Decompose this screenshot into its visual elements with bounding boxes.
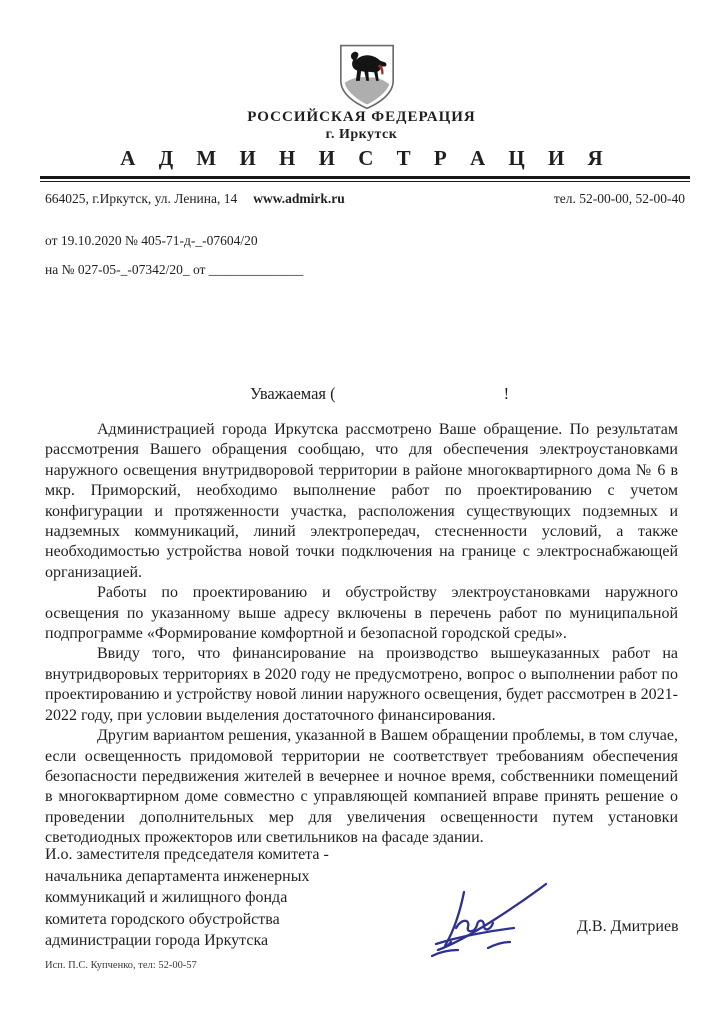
signature-stroke <box>438 884 546 950</box>
outgoing-reference: от 19.10.2020 № 405-71-д-_-07604/20 <box>45 233 258 248</box>
signer-name: Д.В. Дмитриев <box>577 918 679 935</box>
executor-note: Исп. П.С. Купченко, тел: 52-00-57 <box>45 960 197 971</box>
header-organization: А Д М И Н И С Т Р А Ц И Я <box>120 146 612 170</box>
salutation-prefix: Уважаемая ( <box>250 384 336 403</box>
signature-svg <box>420 878 570 966</box>
salutation-line <box>250 384 509 404</box>
body-paragraph-2: Работы по проектированию и обустройству электроустановками наружного освещения по указанному выше адресу включены в перечень работ по муниципальной подпрограмме «Формирование комфортной и безопасной городской среды». <box>45 584 678 643</box>
header-double-rule <box>40 176 690 182</box>
coat-of-arms-svg <box>334 43 400 111</box>
letter-body <box>45 420 678 849</box>
contact-row <box>45 191 685 207</box>
body-paragraph-1: Администрацией города Иркутска рассмотрено Ваше обращение. По результатам рассмотрения Вашего обращения сообщаю, что для обеспечения электроустановками наружного освещения внутридворовой территории в районе многоквартирного дома № 6 в мкр. Приморский, необходимо выполнение работ по проектированию с учетом конфигурации и протяженности участка, расположения существующих подземных и надземных коммуникаций, линий электропередач, стесненности условий, а также необходимостью устройства новой точки подключения на границе с электроснабжающей организацией. <box>45 421 678 581</box>
signer-title-line: начальника департамента инженерных <box>45 867 310 885</box>
header-country: РОССИЙСКАЯ ФЕДЕРАЦИЯ <box>247 109 476 125</box>
handwritten-signature <box>420 878 570 966</box>
salutation-exclamation: ! <box>503 384 510 403</box>
body-paragraph-3: Ввиду того, что финансирование на производство вышеуказанных работ на внутридворовых территориях в 2020 году не предусмотрено, вопрос о выполнении работ по проектированию и устройству новой линии наружного освещения, будет рассмотрен в 2021-2022 году, при условии выделения достаточного финансирования. <box>45 645 678 724</box>
header-city: г. Иркутск <box>325 127 398 142</box>
signer-title-block <box>45 844 329 952</box>
address-and-site <box>45 191 345 207</box>
signer-title-line: И.о. заместителя председателя комитета - <box>45 846 329 863</box>
signer-title-line: коммуникаций и жилищного фонда <box>45 889 288 907</box>
irkutsk-coat-of-arms-icon <box>334 43 400 111</box>
signer-title-line: администрации города Иркутска <box>45 932 269 950</box>
website-url: www.admirk.ru <box>253 191 345 206</box>
phone-numbers: тел. 52-00-00, 52-00-40 <box>553 191 685 206</box>
postal-address: 664025, г.Иркутск, ул. Ленина, 14 <box>45 191 238 206</box>
signer-title-line: комитета городского обустройства <box>45 910 280 928</box>
incoming-reference: на № 027-05-_-07342/20_ от ______________ <box>45 262 304 277</box>
body-paragraph-4: Другим вариантом решения, указанной в Вашем обращении проблемы, в том случае, если освещенность придомовой территории не соответствует требованиям обеспечения безопасности передвижения жителей в вечернее и ночное время, собственники помещений в многоквартирном доме совместно с управляющей компанией вправе принять решение о проведении дополнительных мер для увеличения освещенности путем установки светодиодных прожекторов или светильников на фасаде здании. <box>45 727 678 847</box>
